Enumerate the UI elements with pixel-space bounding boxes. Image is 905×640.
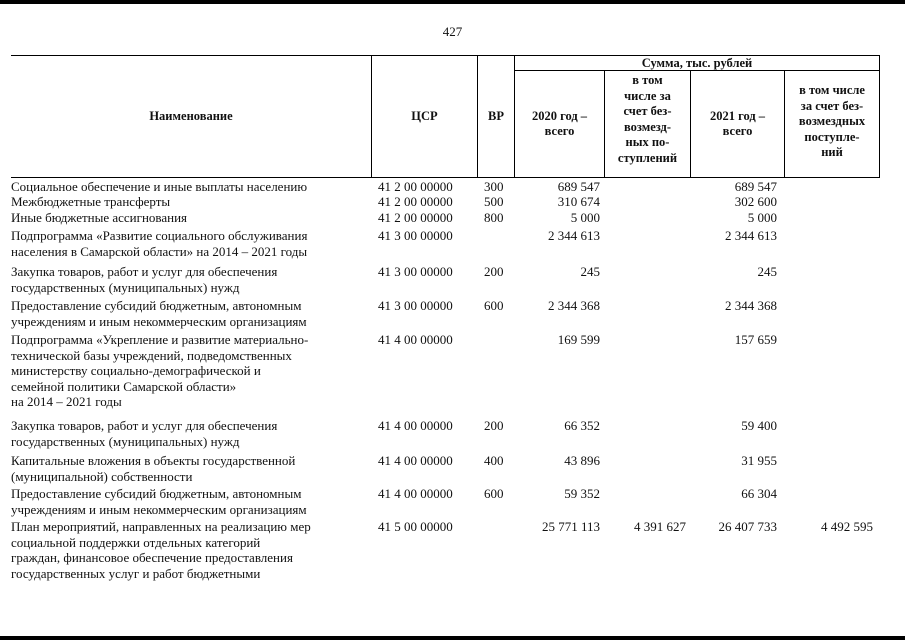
row-2020-total: 66 352 [564,418,600,433]
header-2021-free: в том числе за счет без- возмездных поступле- ний [798,83,866,159]
row-2020-total: 25 771 113 [541,519,600,534]
row-name: Иные бюджетные ассигнования [11,210,188,225]
header-sum-group: Сумма, тыс. рублей [641,56,753,70]
row-2020-total: 245 [580,264,600,279]
row-csr: 41 4 00 00000 [378,418,453,433]
row-2021-total: 2 344 368 [725,298,777,313]
row-name: План мероприятий, направленных на реализацию мер социальной поддержки отдельных категорий граждан, финансовое обеспечение предоставления государственных услуг и работ бюджетными [11,519,311,581]
row-csr: 41 2 00 00000 [378,194,453,209]
row-name: Подпрограмма «Развитие социального обслуживания населения в Самарской области» на 2014 – 2021 годы [11,228,308,259]
row-2021-total: 59 400 [741,418,777,433]
row-vr: 200 [484,418,504,433]
row-csr: 41 5 00 00000 [378,519,453,534]
row-name: Социальное обеспечение и иные выплаты населению [11,179,308,194]
row-2021-total: 302 600 [734,194,777,209]
row-vr: 800 [484,210,504,225]
row-name: Предоставление субсидий бюджетным, автономным учреждениям и иным некоммерческим организациям [11,486,307,517]
bottom-rule [0,636,905,640]
row-2021-total: 157 659 [734,332,777,347]
row-2021-total: 689 547 [734,179,777,194]
row-vr: 600 [484,486,504,501]
row-2020-total: 59 352 [564,486,600,501]
row-name: Закупка товаров, работ и услуг для обеспечения государственных (муниципальных) нужд [11,264,278,295]
row-name: Подпрограмма «Укрепление и развитие материально- технической базы учреждений, подведомственных министерству социально-демографической и семейной политики Самарской области» на 2014 – 2021 годы [11,332,309,409]
row-2020-total: 43 896 [564,453,600,468]
row-csr: 41 4 00 00000 [378,486,453,501]
row-vr: 400 [484,453,504,468]
row-2020-total: 310 674 [557,194,600,209]
row-2021-free: 4 492 595 [821,519,873,534]
row-name: Межбюджетные трансферты [11,194,171,209]
row-2020-total: 169 599 [557,332,600,347]
row-csr: 41 3 00 00000 [378,228,453,243]
table-right-border [879,55,880,177]
row-csr: 41 4 00 00000 [378,332,453,347]
row-csr: 41 2 00 00000 [378,210,453,225]
row-2020-total: 2 344 368 [548,298,600,313]
header-2021-total: 2021 год – всего [709,108,766,138]
header-bottom-border [11,177,880,178]
row-csr: 41 3 00 00000 [378,264,453,279]
row-vr: 600 [484,298,504,313]
row-2021-total: 2 344 613 [725,228,777,243]
row-vr: 200 [484,264,504,279]
header-vr: ВР [488,108,504,123]
row-2020-total: 5 000 [570,210,600,225]
row-vr: 300 [484,179,504,194]
top-rule [0,0,905,4]
row-2021-total: 245 [757,264,777,279]
row-name: Предоставление субсидий бюджетным, автономным учреждениям и иным некоммерческим организациям [11,298,307,329]
header-2020-total: 2020 год – всего [531,108,588,138]
row-2021-total: 26 407 733 [718,519,777,534]
row-name: Капитальные вложения в объекты государственной (муниципальной) собственности [11,453,296,484]
row-2020-free: 4 391 627 [634,519,686,534]
row-csr: 41 3 00 00000 [378,298,453,313]
row-csr: 41 2 00 00000 [378,179,453,194]
row-csr: 41 4 00 00000 [378,453,453,468]
row-name: Закупка товаров, работ и услуг для обеспечения государственных (муниципальных) нужд [11,418,278,449]
header-name: Наименование [149,108,233,123]
row-2021-total: 66 304 [741,486,777,501]
header-csr: ЦСР [411,108,438,123]
row-2021-total: 31 955 [741,453,777,468]
page-number: 427 [442,24,463,39]
row-vr: 500 [484,194,504,209]
row-2020-total: 689 547 [557,179,600,194]
header-2020-free: в том числе за счет без- возмезд- ных по- ступлений [617,73,678,165]
row-2020-total: 2 344 613 [548,228,600,243]
row-2021-total: 5 000 [747,210,777,225]
